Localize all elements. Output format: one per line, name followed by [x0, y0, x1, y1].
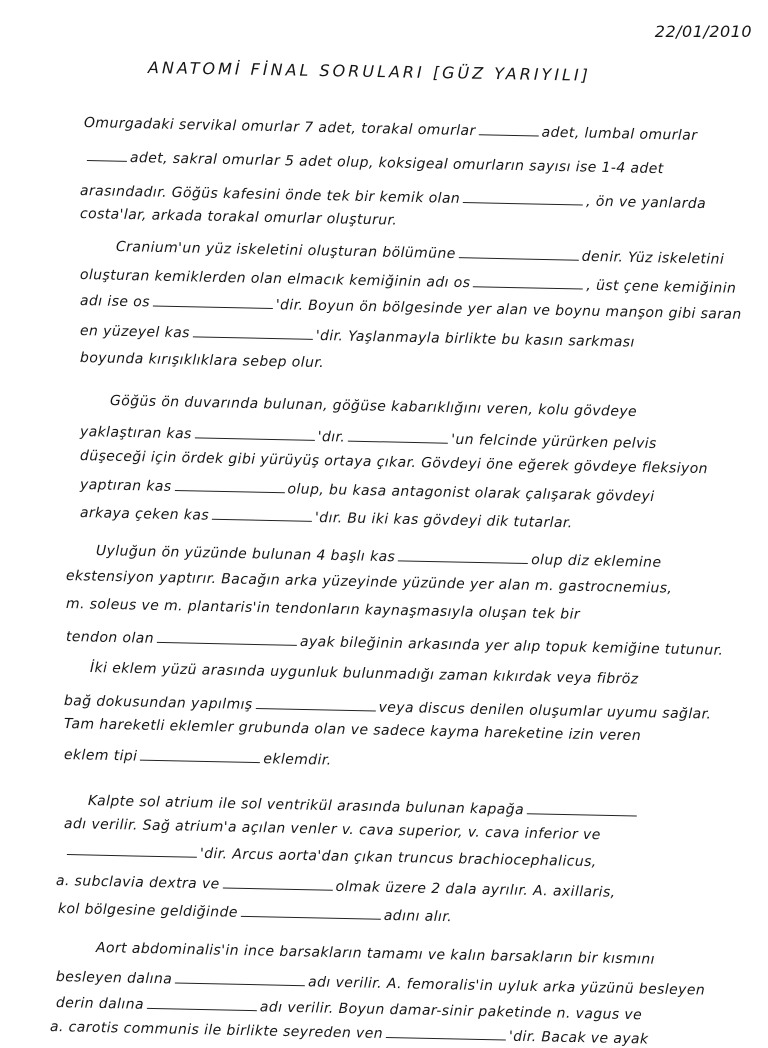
answer-blank[interactable]	[348, 427, 448, 444]
answer-blank[interactable]	[398, 546, 528, 564]
text-line	[96, 540, 662, 571]
text-line	[66, 596, 580, 623]
line-text: adet, lumbal omurlar	[541, 124, 698, 144]
line-text: adı ise os	[79, 293, 151, 311]
text-line	[116, 236, 725, 268]
text-line	[88, 790, 640, 821]
text-line	[58, 898, 452, 925]
answer-blank[interactable]	[67, 840, 197, 858]
line-text: , ön ve yanlarda	[585, 193, 707, 213]
answer-blank[interactable]	[459, 243, 579, 261]
text-line	[80, 502, 573, 531]
answer-blank[interactable]	[212, 505, 312, 522]
line-text: bağ dokusundan yapılmış	[63, 693, 253, 713]
text-line	[64, 744, 332, 769]
line-text: 'dir. Boyun ön bölgesinde yer alan ve boynu manşon gibi saran	[275, 297, 742, 323]
answer-blank[interactable]	[527, 799, 637, 816]
line-text: , üst çene kemiğinin	[586, 277, 737, 297]
line-text: ayak bileğinin arkasında yer alıp topuk kemiğine tutunur.	[299, 633, 724, 659]
answer-blank[interactable]	[463, 188, 583, 206]
exam-date: 22/01/2010	[654, 22, 752, 41]
line-text: veya discus denilen oluşumlar uyumu sağlar.	[378, 699, 712, 723]
line-text: besleyen dalına	[55, 969, 173, 988]
line-text: adını alır.	[383, 907, 453, 926]
text-line	[64, 716, 641, 744]
line-text: adı verilir. A. femoralis'in uyluk arka yüzünü besleyen	[307, 974, 706, 999]
line-text: Tam hareketli eklemler grubunda olan ve sadece kayma hareketine izin veren	[63, 716, 642, 745]
line-text: düşeceği için ördek gibi yürüyüş ortaya çıkar. Gövdeyi öne eğerek gövdeye fleksiyon	[79, 448, 709, 478]
line-text: a. subclavia dextra ve	[55, 873, 220, 893]
answer-blank[interactable]	[175, 968, 305, 986]
text-line	[110, 393, 637, 420]
text-line	[80, 320, 635, 351]
answer-blank[interactable]	[241, 902, 381, 920]
line-text: Göğüs ön duvarında bulunan, göğüse kabarıklığını veren, kolu gövdeye	[109, 393, 638, 421]
answer-blank[interactable]	[153, 292, 273, 310]
text-line	[96, 940, 655, 968]
line-text: en yüzeyel kas	[79, 323, 191, 342]
answer-blank[interactable]	[386, 1023, 506, 1041]
text-line	[80, 448, 708, 477]
line-text: adet, sakral omurlar 5 adet olup, koksigeal omurların sayısı ise 1-4 adet	[129, 149, 664, 178]
line-text: oluşturan kemiklerden olan elmacık kemiğinin adı os	[79, 267, 471, 292]
text-line	[84, 112, 698, 144]
line-text: Omurgadaki servikal omurlar 7 adet, torakal omurlar	[83, 115, 476, 140]
line-text: arkaya çeken kas	[79, 505, 210, 524]
line-text: eklem tipi	[63, 747, 138, 765]
line-text: olmak üzere 2 dala ayrılır. A. axillaris,	[335, 878, 616, 901]
answer-blank[interactable]	[193, 322, 313, 340]
line-text: 'dir. Yaşlanmayla birlikte bu kasın sarkması	[315, 327, 635, 351]
line-text: Aort abdominalis'in ince barsakların tamamı ve kalın barsakların bir kısmını	[95, 940, 656, 968]
text-line	[90, 660, 639, 687]
line-text: denir. Yüz iskeletini	[581, 248, 725, 268]
text-line	[84, 146, 664, 177]
text-line	[80, 474, 655, 505]
line-text: a. carotis communis ile birlikte seyreden ven	[49, 1019, 384, 1042]
answer-blank[interactable]	[140, 746, 260, 764]
line-text: Cranium'un yüz iskeletini oluşturan bölümüne	[115, 239, 456, 263]
line-text: İki eklem yüzü arasında uygunluk bulunmadığı zaman kıkırdak veya fibröz	[89, 660, 639, 688]
answer-blank[interactable]	[223, 873, 333, 890]
answer-blank[interactable]	[473, 272, 583, 289]
answer-blank[interactable]	[479, 120, 539, 136]
line-text: olup, bu kasa antagonist olarak çalışarak gövdeyi	[287, 481, 655, 506]
answer-blank[interactable]	[87, 146, 127, 162]
exam-title: ANATOMİ FİNAL SORULARI [GÜZ YARIYILI]	[147, 58, 592, 85]
line-text: arasındadır. Göğüs kafesini önde tek bir kemik olan	[79, 183, 461, 207]
line-text: olup diz eklemine	[531, 552, 662, 571]
line-text: ekstensiyon yaptırır. Bacağın arka yüzeyinde yüzünde yer alan m. gastrocnemius,	[65, 568, 673, 597]
text-line	[80, 290, 742, 323]
text-line	[80, 421, 657, 452]
text-line	[64, 840, 597, 870]
line-text: derin dalına	[55, 995, 145, 1013]
line-text: 'dir. Arcus aorta'dan çıkan truncus brachiocephalicus,	[199, 845, 597, 871]
answer-blank[interactable]	[157, 628, 297, 646]
line-text: yaklaştıran kas	[79, 424, 192, 443]
line-text: costa'lar, arkada torakal omurlar oluşturur.	[79, 206, 398, 229]
line-text: 'dır. Bu iki kas gövdeyi dik tutarlar.	[314, 509, 573, 532]
line-text: Uyluğun ön yüzünde bulunan 4 başlı kas	[95, 543, 396, 566]
answer-blank[interactable]	[195, 423, 315, 441]
line-text: eklemdir.	[263, 751, 332, 769]
line-text: 'dir. Bacak ve ayak	[508, 1028, 649, 1048]
line-text: tendon olan	[65, 629, 155, 647]
line-text: 'un felcinde yürürken pelvis	[451, 431, 657, 453]
answer-blank[interactable]	[255, 694, 375, 712]
line-text: 'dır.	[317, 428, 346, 446]
line-text: Kalpte sol atrium ile sol ventrikül arasında bulunan kapağa	[87, 793, 525, 819]
text-line	[80, 350, 324, 371]
line-text: kol bölgesine geldiğinde	[57, 901, 238, 921]
text-line	[64, 816, 601, 843]
line-text: adı verilir. Sağ atrium'a açılan venler v. cava superior, v. cava inferior ve	[63, 816, 601, 844]
text-line	[80, 206, 398, 229]
line-text: m. soleus ve m. plantaris'in tendonların kaynaşmasıyla oluşan tek bir	[65, 596, 581, 623]
answer-blank[interactable]	[174, 476, 284, 493]
answer-blank[interactable]	[147, 994, 257, 1011]
text-line	[66, 626, 724, 659]
line-text: adı verilir. Boyun damar-sinir paketinde n. vagus ve	[259, 999, 643, 1024]
text-line	[66, 568, 673, 597]
line-text: yaptıran kas	[79, 477, 172, 495]
line-text: boyunda kırışıklıklara sebep olur.	[79, 350, 325, 372]
text-line	[56, 870, 616, 901]
